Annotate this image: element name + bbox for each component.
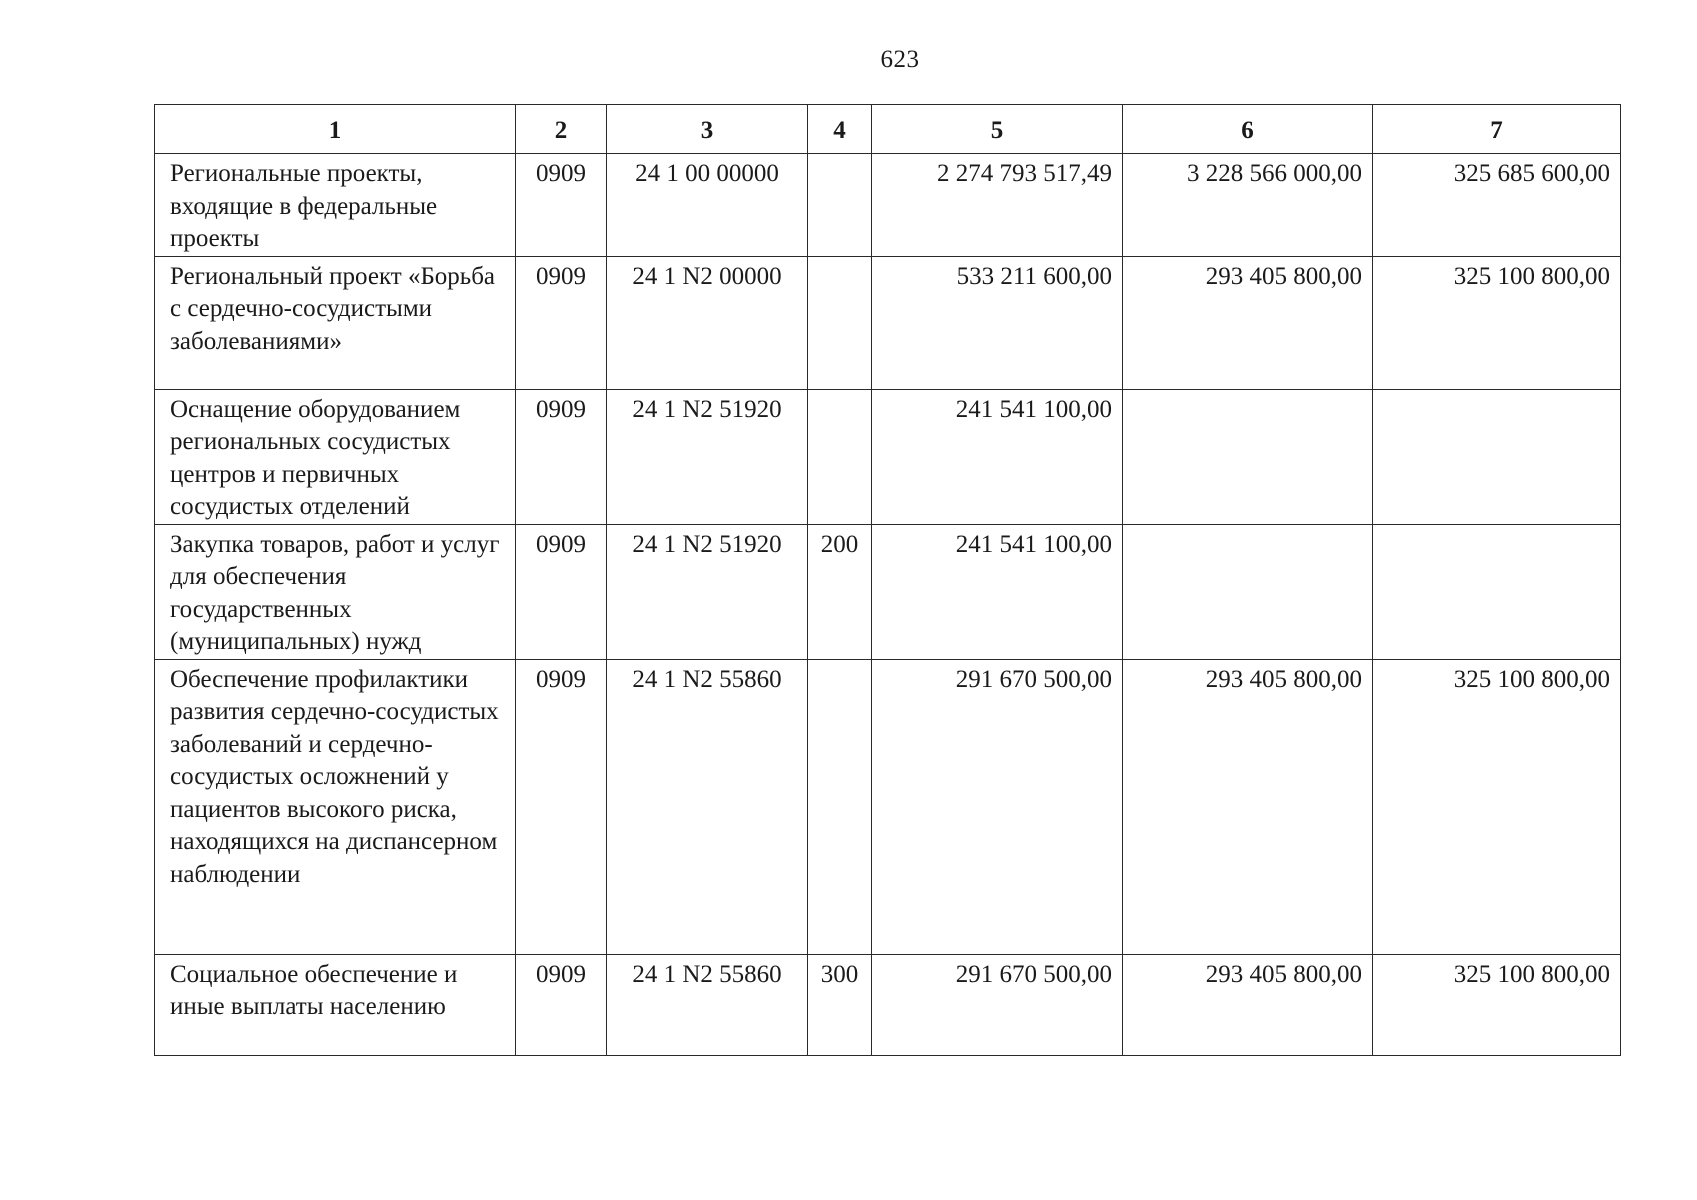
row-target-code: 24 1 00 00000 [607,154,808,257]
row-name: Региональные проекты, входящие в федеральные проекты [155,154,516,257]
row-type-code: 200 [808,524,872,659]
table-row [155,659,1621,954]
table-row [155,954,1621,1055]
row-section-code: 0909 [516,524,607,659]
row-target-code: 24 1 N2 55860 [607,954,808,1055]
row-section-code: 0909 [516,954,607,1055]
header-col-5: 5 [872,105,1123,154]
table-row [155,524,1621,659]
row-value-col6: 293 405 800,00 [1123,659,1373,954]
row-value-col6 [1123,389,1373,524]
row-section-code: 0909 [516,154,607,257]
row-target-code: 24 1 N2 51920 [607,389,808,524]
row-section-code: 0909 [516,659,607,954]
row-name: Обеспечение профилактики развития сердечно-сосудистых заболеваний и сердечно-сосудистых осложнений у пациентов высокого риска, находящихся на диспансерном наблюдении [155,659,516,954]
row-value-col7 [1373,524,1621,659]
header-col-3: 3 [607,105,808,154]
row-type-code [808,389,872,524]
row-value-col5: 241 541 100,00 [872,389,1123,524]
header-col-2: 2 [516,105,607,154]
budget-table [154,104,1621,1056]
row-value-col6: 3 228 566 000,00 [1123,154,1373,257]
row-name: Социальное обеспечение и иные выплаты населению [155,954,516,1055]
row-value-col7: 325 100 800,00 [1373,659,1621,954]
page-number: 623 [880,46,920,73]
header-col-7: 7 [1373,105,1621,154]
header-col-4: 4 [808,105,872,154]
row-value-col5: 533 211 600,00 [872,256,1123,389]
table-row [155,256,1621,389]
header-col-6: 6 [1123,105,1373,154]
header-col-1: 1 [155,105,516,154]
row-value-col6: 293 405 800,00 [1123,256,1373,389]
row-value-col7 [1373,389,1621,524]
row-value-col7: 325 685 600,00 [1373,154,1621,257]
row-target-code: 24 1 N2 00000 [607,256,808,389]
row-name: Региональный проект «Борьба с сердечно-сосудистыми заболеваниями» [155,256,516,389]
row-target-code: 24 1 N2 55860 [607,659,808,954]
row-value-col6: 293 405 800,00 [1123,954,1373,1055]
row-type-code [808,154,872,257]
row-name: Закупка товаров, работ и услуг для обеспечения государственных (муниципальных) нужд [155,524,516,659]
header-row [155,105,1621,154]
row-value-col5: 291 670 500,00 [872,954,1123,1055]
row-value-col5: 241 541 100,00 [872,524,1123,659]
row-value-col7: 325 100 800,00 [1373,256,1621,389]
row-value-col6 [1123,524,1373,659]
row-target-code: 24 1 N2 51920 [607,524,808,659]
row-name: Оснащение оборудованием региональных сосудистых центров и первичных сосудистых отделений [155,389,516,524]
row-type-code [808,256,872,389]
row-type-code: 300 [808,954,872,1055]
row-section-code: 0909 [516,389,607,524]
row-value-col5: 291 670 500,00 [872,659,1123,954]
table-row [155,389,1621,524]
row-type-code [808,659,872,954]
row-section-code: 0909 [516,256,607,389]
row-value-col5: 2 274 793 517,49 [872,154,1123,257]
table-row [155,154,1621,257]
row-value-col7: 325 100 800,00 [1373,954,1621,1055]
